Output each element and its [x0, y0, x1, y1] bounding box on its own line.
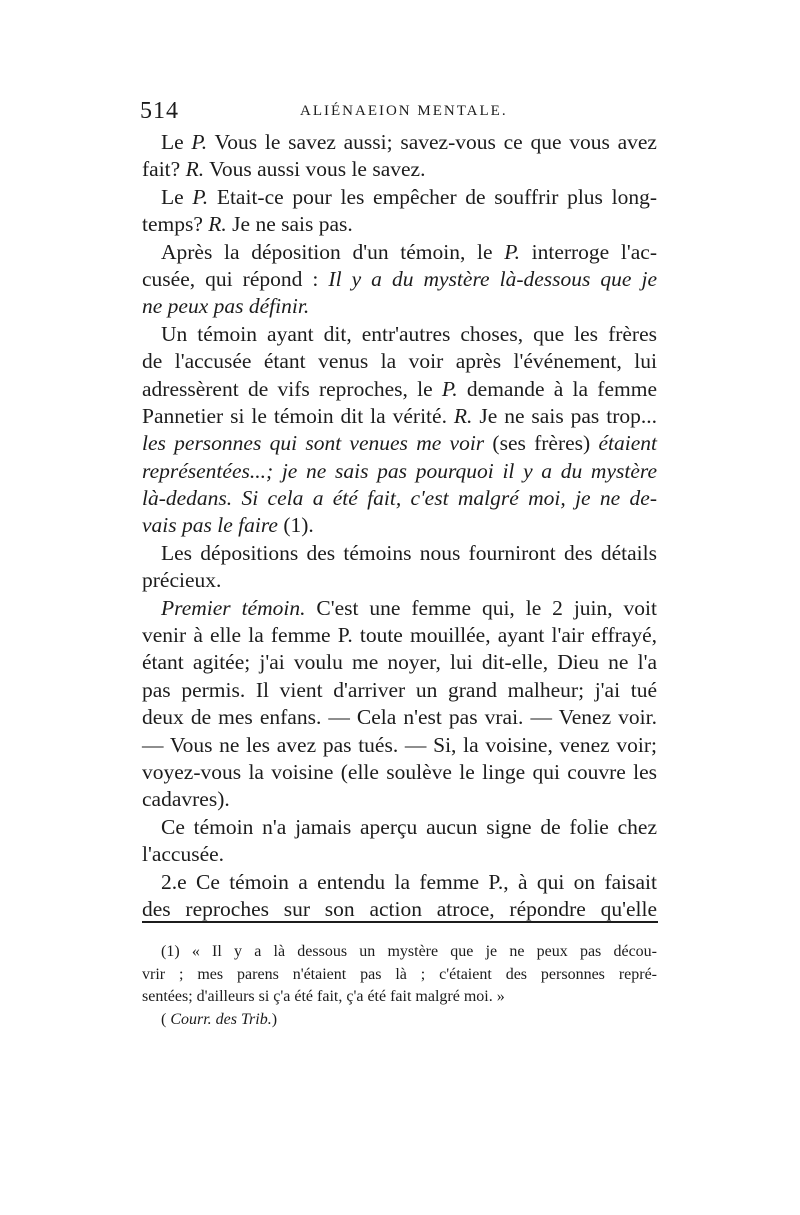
text-run: précieux.	[142, 568, 222, 593]
text-run: deux de mes enfans. — Cela n'est pas vrai. — Venez voir.	[142, 705, 657, 730]
text-run: étant agitée; j'ai voulu me noyer, lui dit-elle, Dieu ne l'a	[142, 650, 657, 675]
text-run: sentées; d'ailleurs si ç'a été fait, ç'a été fait malgré moi. »	[142, 988, 505, 1005]
text-run: Etait-ce pour les empêcher de souffrir plus long-	[208, 184, 657, 209]
text-run: les personnes qui sont venues me voir	[142, 431, 485, 456]
text-run: P.	[504, 239, 520, 264]
text-run: demande à la femme	[457, 376, 657, 401]
running-title: ALIÉNAEION MENTALE.	[300, 103, 508, 119]
body-line	[142, 321, 657, 348]
text-run: (1).	[277, 513, 314, 538]
text-run: de l'accusée étant venus la voir après l'événement, lui	[142, 349, 657, 374]
text-run: ne peux pas définir.	[142, 294, 310, 319]
body-line	[142, 622, 657, 649]
body-line	[142, 239, 657, 266]
text-run: Les dépositions des témoins nous fourniront des détails	[161, 540, 657, 565]
footnote	[142, 941, 657, 1031]
body-line	[142, 512, 657, 539]
body-line	[142, 841, 657, 868]
text-run: Le	[161, 184, 193, 209]
text-run: Premier témoin.	[161, 595, 306, 620]
text-run: fait?	[142, 157, 186, 182]
body-line	[142, 649, 657, 676]
text-run: l'accusée.	[142, 842, 225, 867]
body-line	[142, 814, 657, 841]
body-line	[142, 211, 657, 238]
body-line	[142, 704, 657, 731]
body-line	[142, 869, 657, 896]
text-run: Je ne sais pas.	[226, 212, 353, 237]
body-line	[142, 759, 657, 786]
text-run: Un témoin ayant dit, entr'autres choses, que les frères	[161, 321, 657, 346]
text-run: R.	[453, 403, 473, 428]
text-run: représentées...; je ne sais pas pourquoi il y a du mystère	[142, 458, 657, 483]
footnote-line	[142, 1009, 657, 1032]
body-line	[142, 567, 657, 594]
body-line	[142, 184, 657, 211]
text-run: 2.e Ce témoin a entendu la femme P., à qui on faisait	[161, 869, 657, 894]
text-run: là-dedans. Si cela a été fait, c'est malgré moi, je ne de-	[142, 486, 657, 511]
text-run: P.	[191, 130, 208, 154]
footnote-line	[142, 986, 657, 1009]
text-run: interroge l'ac-	[519, 239, 657, 264]
text-run: étaient	[598, 431, 657, 456]
text-run: cadavres).	[142, 787, 230, 812]
body-line	[142, 677, 657, 704]
text-run: adressèrent de vifs reproches, le	[142, 376, 442, 401]
text-run: R.	[185, 157, 205, 182]
text-run: des reproches sur son action atroce, répondre qu'elle	[142, 896, 657, 921]
body-line	[142, 376, 657, 403]
text-run: Je ne sais pas trop...	[472, 403, 657, 428]
text-run: Il y a du mystère là-dessous que je	[328, 266, 657, 291]
footnote-rule	[142, 921, 658, 923]
text-run: Le	[161, 130, 192, 154]
text-run: R.	[208, 212, 227, 237]
footnote-line	[142, 964, 657, 987]
text-run: (1) « Il y a là dessous un mystère que je ne peux pas décou-	[161, 943, 657, 960]
text-run: — Vous ne les avez pas tués. — Si, la voisine, venez voir;	[142, 732, 657, 757]
text-run: Pannetier si le témoin dit la vérité.	[142, 403, 454, 428]
text-run: (	[161, 1010, 171, 1028]
text-run: cusée, qui répond :	[142, 266, 329, 291]
text-run: voyez-vous la voisine (elle soulève le linge qui couvre les	[142, 759, 657, 784]
footnote-line	[142, 941, 657, 964]
body-line	[142, 595, 657, 622]
body-line	[142, 266, 657, 293]
text-run: (ses frères)	[484, 431, 599, 456]
text-run: P.	[441, 376, 458, 401]
body-line	[142, 896, 657, 923]
text-run: Vous le savez aussi; savez-vous ce que vous avez	[207, 130, 657, 154]
body-line	[142, 293, 657, 320]
body-line	[142, 403, 657, 430]
body-line	[142, 430, 657, 457]
body-line	[142, 485, 657, 512]
text-run: vrir ; mes parens n'étaient pas là ; c'étaient des personnes repré-	[142, 965, 657, 983]
text-run: )	[271, 1010, 278, 1028]
page-number: 514	[140, 98, 179, 124]
text-run: Ce témoin n'a jamais aperçu aucun signe de folie chez	[161, 814, 657, 839]
body-line	[142, 540, 657, 567]
body-line	[142, 348, 657, 375]
text-run: temps?	[142, 212, 209, 237]
text-run: Courr. des Trib.	[170, 1010, 272, 1028]
body-line	[142, 786, 657, 813]
body-text	[142, 129, 657, 923]
text-run: C'est une femme qui, le 2 juin, voit	[305, 595, 658, 620]
text-run: pas permis. Il vient d'arriver un grand malheur; j'ai tué	[142, 677, 657, 702]
text-run: Après la déposition d'un témoin, le	[161, 239, 505, 264]
text-run: Vous aussi vous le savez.	[204, 157, 426, 182]
body-line	[142, 156, 657, 183]
text-run: venir à elle la femme P. toute mouillée, ayant l'air effrayé,	[142, 623, 657, 648]
body-line	[142, 129, 657, 156]
body-line	[142, 458, 657, 485]
body-line	[142, 732, 657, 759]
text-run: P.	[192, 184, 209, 209]
text-run: vais pas le faire	[142, 513, 278, 538]
